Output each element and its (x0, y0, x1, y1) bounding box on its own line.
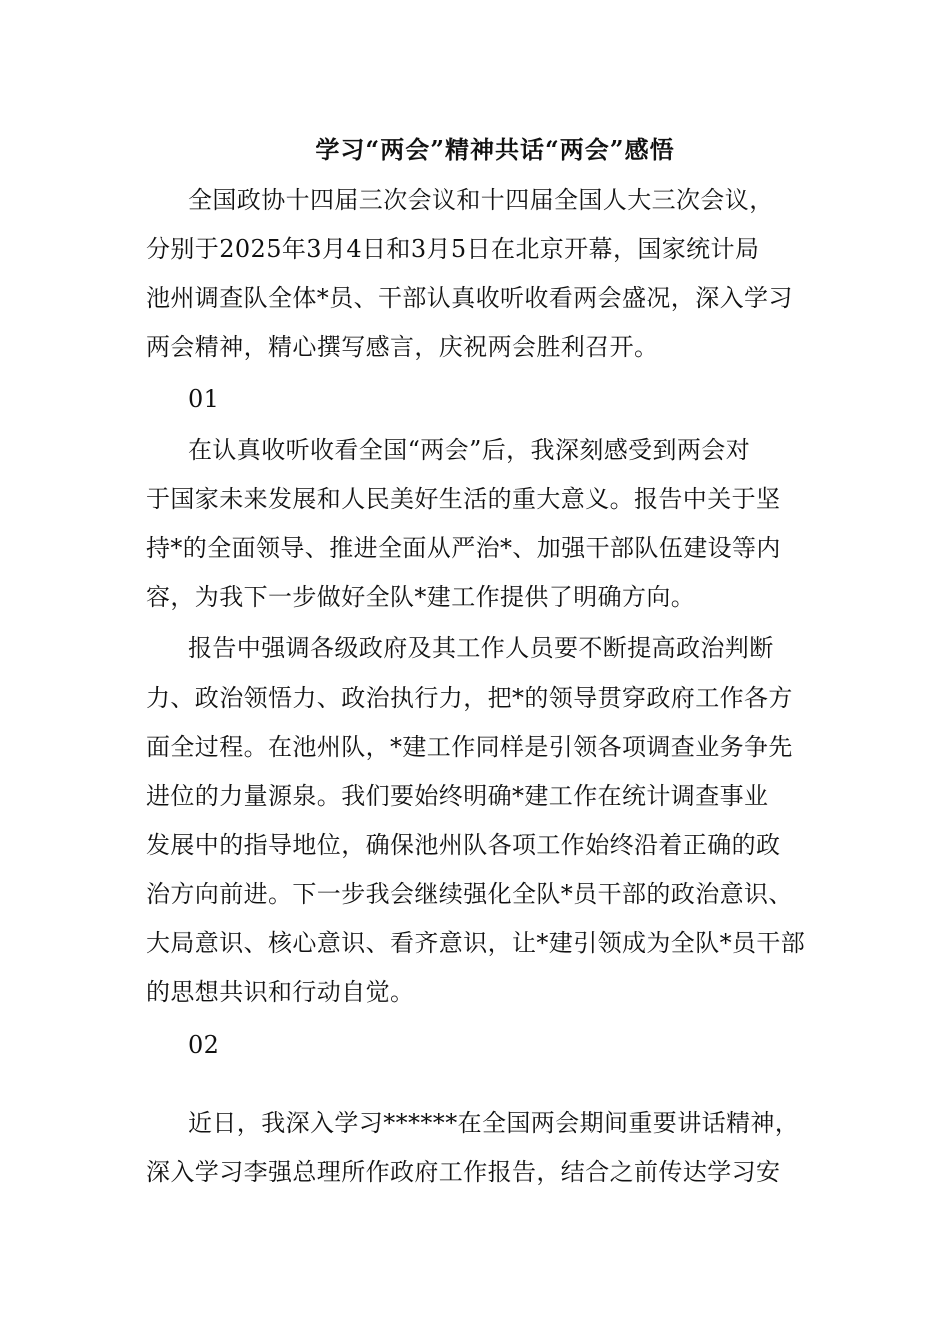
paragraph-line: 发展中的指导地位，确保池州队各项工作始终沿着正确的政 (146, 831, 781, 859)
paragraph-line: 治方向前进。下一步我会继续强化全队*员干部的政治意识、 (146, 880, 793, 908)
paragraph-line: 深入学习李强总理所作政府工作报告，结合之前传达学习安 (146, 1158, 781, 1186)
paragraph-line: 近日，我深入学习******在全国两会期间重要讲话精神， (188, 1109, 800, 1137)
paragraph-line: 面全过程。在池州队，*建工作同样是引领各项调查业务争先 (146, 733, 793, 761)
paragraph-line: 全国政协十四届三次会议和十四届全国人大三次会议， (188, 186, 774, 214)
paragraph-line: 持*的全面领导、推进全面从严治*、加强干部队伍建设等内 (146, 534, 781, 562)
paragraph-line: 大局意识、核心意识、看齐意识，让*建引领成为全队*员干部 (146, 929, 806, 957)
paragraph-line: 进位的力量源泉。我们要始终明确*建工作在统计调查事业 (146, 782, 769, 810)
paragraph-line: 于国家未来发展和人民美好生活的重大意义。报告中关于坚 (146, 485, 781, 513)
section-number: 02 (188, 1031, 220, 1059)
paragraph-line: 在认真收听收看全国“两会”后，我深刻感受到两会对 (188, 436, 751, 464)
paragraph-line: 报告中强调各级政府及其工作人员要不断提高政治判断 (188, 634, 774, 662)
section-number: 01 (188, 385, 220, 413)
paragraph-line: 两会精神，精心撰写感言，庆祝两会胜利召开。 (146, 333, 659, 361)
document-title: 学习“两会”精神共话“两会”感悟 (315, 135, 675, 164)
paragraph-line: 分别于2025年3月4日和3月5日在北京开幕，国家统计局 (146, 235, 760, 263)
paragraph-line: 力、政治领悟力、政治执行力，把*的领导贯穿政府工作各方 (146, 684, 793, 712)
paragraph-line: 池州调查队全体*员、干部认真收听收看两会盛况，深入学习 (146, 284, 793, 312)
paragraph-line: 的思想共识和行动自觉。 (146, 978, 415, 1006)
paragraph-line: 容，为我下一步做好全队*建工作提供了明确方向。 (146, 583, 696, 611)
